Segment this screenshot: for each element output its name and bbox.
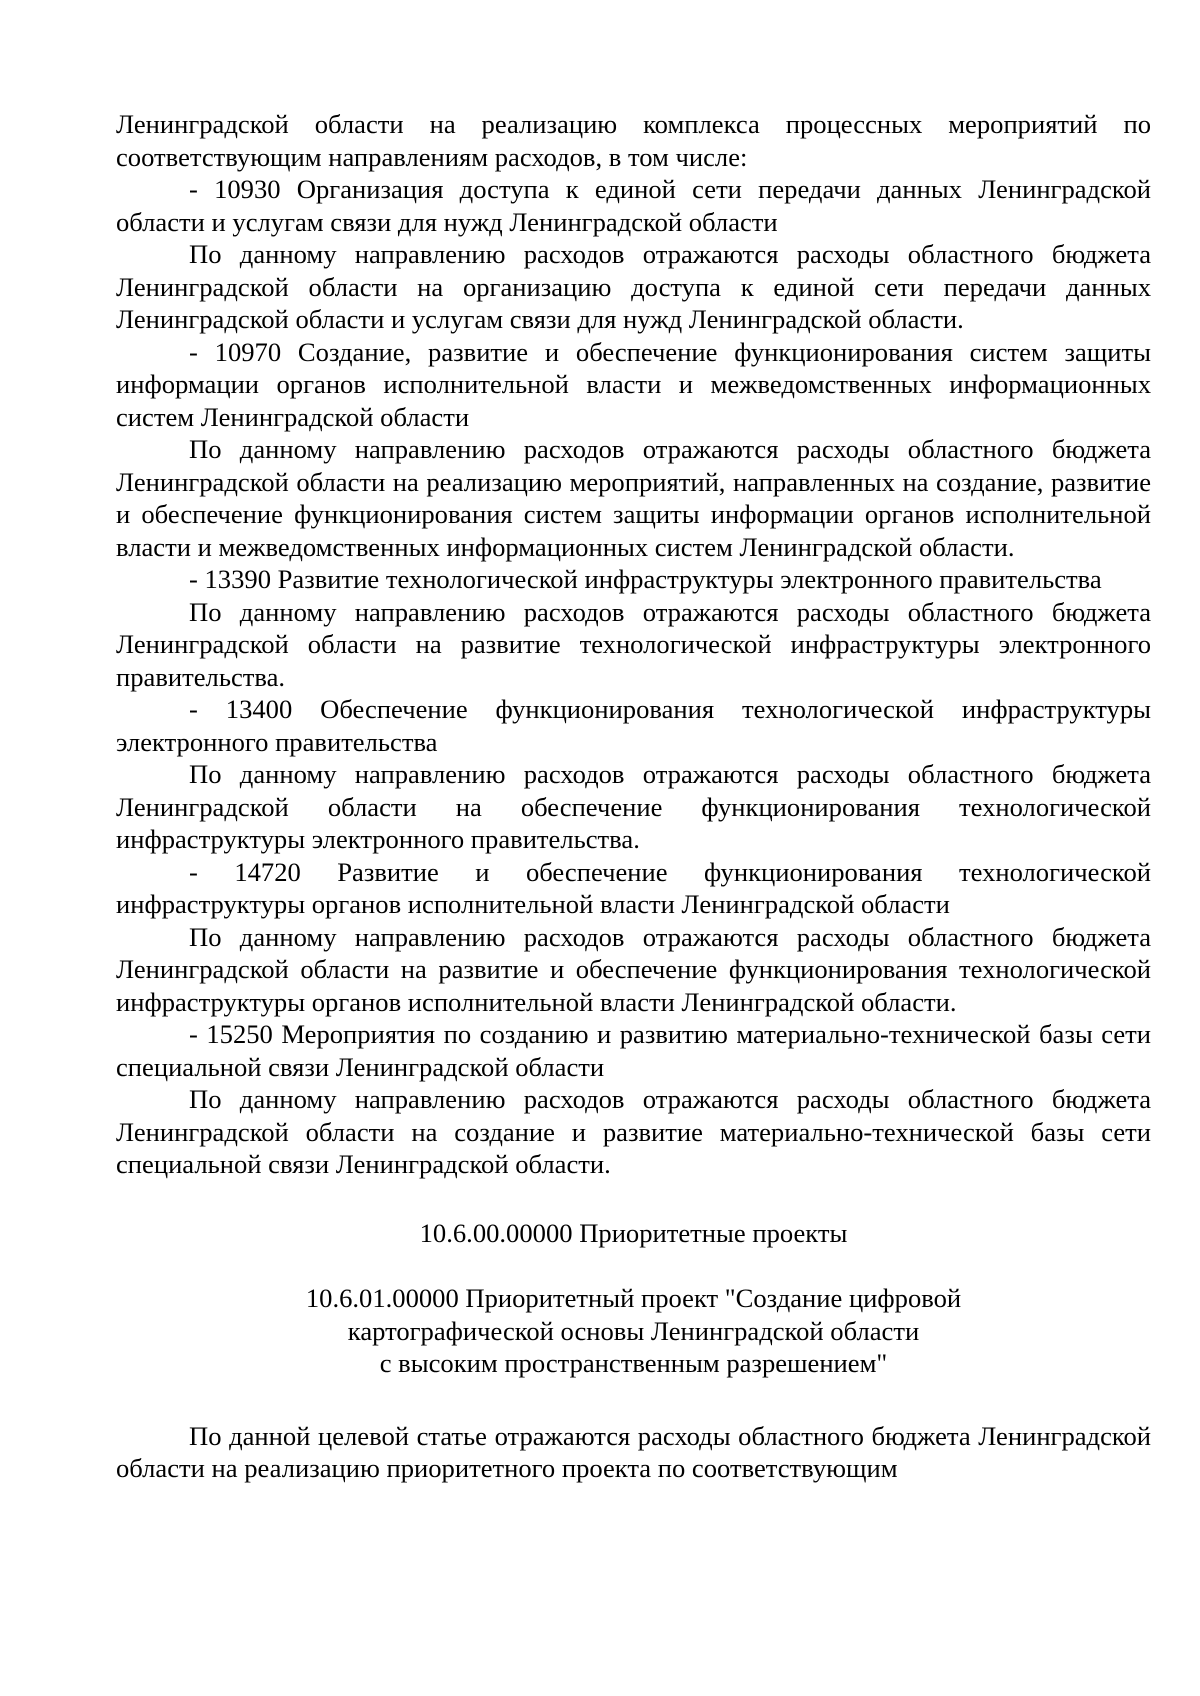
- section-heading: 10.6.00.00000 Приоритетные проекты: [419, 1217, 848, 1248]
- final-paragraph: По данной целевой статье отражаются расходы областного бюджета Ленинградской области на реализацию приоритетного проекта по соответствующим: [116, 1420, 1151, 1483]
- item-14720: - 14720 Развитие и обеспечение функционирования технологической инфраструктуры органов исполнительной власти Ленинградской области: [116, 856, 1151, 919]
- item-10930: - 10930 Организация доступа к единой сети передачи данных Ленинградской области и услугам связи для нужд Ленинградской области: [116, 174, 1151, 237]
- paragraph-14720-description: По данному направлению расходов отражаются расходы областного бюджета Ленинградской области на развитие и обеспечение функционирования технологической инфраструктуры органов исполнительной власти Ленинградской области.: [116, 921, 1151, 1017]
- item-13400: - 13400 Обеспечение функционирования технологической инфраструктуры электронного правительства: [116, 694, 1151, 757]
- paragraph-10970-description: По данному направлению расходов отражаются расходы областного бюджета Ленинградской области на реализацию мероприятий, направленных на создание, развитие и обеспечение функционирования систем защиты информации органов исполнительной власти и межведомственных информационных систем Ленинградской области.: [116, 434, 1151, 562]
- item-15250: - 15250 Мероприятия по созданию и развитию материально-технической базы сети специальной связи Ленинградской области: [116, 1019, 1151, 1082]
- item-10970: - 10970 Создание, развитие и обеспечение функционирования систем защиты информации органов исполнительной власти и межведомственных информационных систем Ленинградской области: [116, 336, 1151, 432]
- subsection-heading: [116, 1282, 1151, 1380]
- subsection-heading-line-3: с высоким пространственным разрешением": [379, 1348, 888, 1378]
- paragraph-13400-description: По данному направлению расходов отражаются расходы областного бюджета Ленинградской области на обеспечение функционирования технологической инфраструктуры электронного правительства.: [116, 759, 1151, 854]
- paragraph-10930-description: По данному направлению расходов отражаются расходы областного бюджета Ленинградской области на организацию доступа к единой сети передачи данных Ленинградской области и услугам связи для нужд Ленинградской области.: [116, 239, 1151, 334]
- paragraph-continuation: Ленинградской области на реализацию комплекса процессных мероприятий по соответствующим направлениям расходов, в том числе:: [116, 109, 1151, 172]
- item-13390: - 13390 Развитие технологической инфраструктуры электронного правительства: [189, 564, 1102, 594]
- paragraph-15250-description: По данному направлению расходов отражаются расходы областного бюджета Ленинградской области на создание и развитие материально-технической базы сети специальной связи Ленинградской области.: [116, 1084, 1151, 1179]
- paragraph-13390-description: По данному направлению расходов отражаются расходы областного бюджета Ленинградской области на развитие технологической инфраструктуры электронного правительства.: [116, 596, 1151, 692]
- subsection-heading-line-1: 10.6.01.00000 Приоритетный проект "Создание цифровой: [305, 1283, 962, 1313]
- document-page: [116, 108, 1151, 1485]
- subsection-heading-line-2: картографической основы Ленинградской области: [347, 1315, 920, 1346]
